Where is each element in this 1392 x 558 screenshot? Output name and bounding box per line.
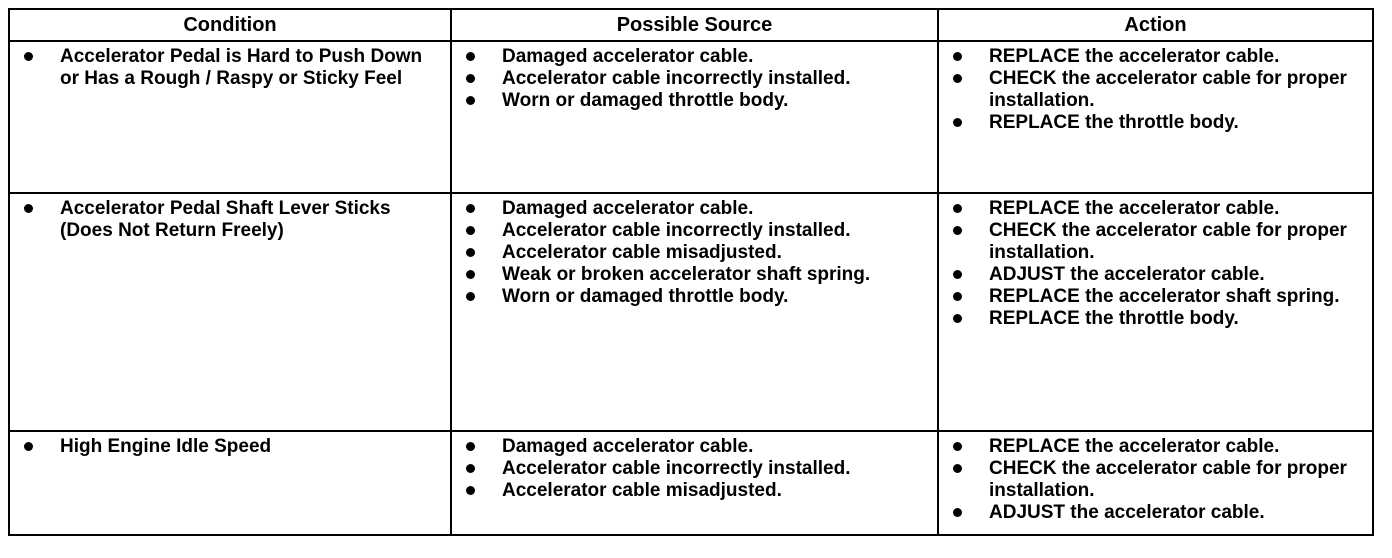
list-item	[462, 68, 929, 90]
bullet-icon	[953, 204, 962, 213]
source-list	[462, 436, 929, 502]
bullet-icon	[953, 226, 962, 235]
list-item	[462, 264, 929, 286]
list-item	[20, 198, 442, 242]
list-item	[462, 90, 929, 112]
condition-cell	[9, 193, 451, 431]
list-item	[20, 436, 442, 458]
possible-source-cell	[451, 193, 938, 431]
source-text: Weak or broken accelerator shaft spring.	[502, 264, 871, 285]
action-list	[949, 198, 1364, 330]
source-text: Accelerator cable incorrectly installed.	[502, 220, 851, 241]
bullet-icon	[466, 248, 475, 257]
action-text: REPLACE the accelerator cable.	[989, 436, 1280, 457]
action-text: ADJUST the accelerator cable.	[989, 264, 1265, 285]
list-item	[949, 308, 1364, 330]
source-text: Worn or damaged throttle body.	[502, 286, 789, 307]
source-list	[462, 198, 929, 308]
action-text: REPLACE the throttle body.	[989, 308, 1239, 329]
condition-text: Accelerator Pedal Shaft Lever Sticks (Does Not Return Freely)	[60, 198, 391, 241]
bullet-icon	[953, 118, 962, 127]
condition-text: High Engine Idle Speed	[60, 436, 272, 457]
source-text: Damaged accelerator cable.	[502, 46, 754, 67]
bullet-icon	[466, 204, 475, 213]
table-row	[9, 41, 1373, 193]
header-possible-source: Possible Source	[451, 9, 938, 41]
source-text: Damaged accelerator cable.	[502, 198, 754, 219]
bullet-icon	[953, 508, 962, 517]
source-text: Accelerator cable incorrectly installed.	[502, 68, 851, 89]
condition-list	[20, 198, 442, 242]
bullet-icon	[953, 464, 962, 473]
action-cell	[938, 431, 1373, 535]
action-cell	[938, 41, 1373, 193]
list-item	[462, 286, 929, 308]
list-item	[949, 458, 1364, 502]
bullet-icon	[466, 292, 475, 301]
list-item	[949, 502, 1364, 524]
bullet-icon	[466, 74, 475, 83]
bullet-icon	[466, 270, 475, 279]
list-item	[949, 198, 1364, 220]
bullet-icon	[953, 52, 962, 61]
bullet-icon	[466, 464, 475, 473]
source-list	[462, 46, 929, 112]
list-item	[949, 264, 1364, 286]
action-text: REPLACE the throttle body.	[989, 112, 1239, 133]
list-item	[949, 112, 1364, 134]
table-row	[9, 431, 1373, 535]
possible-source-cell	[451, 41, 938, 193]
list-item	[20, 46, 442, 90]
list-item	[949, 46, 1364, 68]
list-item	[462, 220, 929, 242]
header-action: Action	[938, 9, 1373, 41]
action-text: REPLACE the accelerator shaft spring.	[989, 286, 1340, 307]
condition-text: Accelerator Pedal is Hard to Push Down or Has a Rough / Raspy or Sticky Feel	[60, 46, 423, 89]
condition-cell	[9, 41, 451, 193]
source-text: Damaged accelerator cable.	[502, 436, 754, 457]
list-item	[949, 68, 1364, 112]
bullet-icon	[24, 204, 33, 213]
header-condition: Condition	[9, 9, 451, 41]
table-row	[9, 193, 1373, 431]
bullet-icon	[466, 442, 475, 451]
list-item	[462, 436, 929, 458]
condition-cell	[9, 431, 451, 535]
diagnosis-table-container	[8, 8, 1372, 536]
action-text: CHECK the accelerator cable for proper installation.	[989, 220, 1347, 263]
source-text: Accelerator cable misadjusted.	[502, 480, 782, 501]
list-item	[949, 436, 1364, 458]
possible-source-cell	[451, 431, 938, 535]
bullet-icon	[953, 314, 962, 323]
bullet-icon	[466, 486, 475, 495]
bullet-icon	[466, 96, 475, 105]
action-text: CHECK the accelerator cable for proper installation.	[989, 68, 1347, 111]
list-item	[462, 480, 929, 502]
bullet-icon	[24, 52, 33, 61]
bullet-icon	[953, 292, 962, 301]
action-list	[949, 436, 1364, 524]
source-text: Accelerator cable misadjusted.	[502, 242, 782, 263]
source-text: Worn or damaged throttle body.	[502, 90, 789, 111]
action-text: CHECK the accelerator cable for proper installation.	[989, 458, 1347, 501]
list-item	[462, 46, 929, 68]
action-text: REPLACE the accelerator cable.	[989, 198, 1280, 219]
action-text: REPLACE the accelerator cable.	[989, 46, 1280, 67]
list-item	[462, 458, 929, 480]
list-item	[462, 198, 929, 220]
bullet-icon	[953, 74, 962, 83]
bullet-icon	[466, 226, 475, 235]
action-text: ADJUST the accelerator cable.	[989, 502, 1265, 523]
bullet-icon	[953, 270, 962, 279]
list-item	[949, 286, 1364, 308]
list-item	[949, 220, 1364, 264]
action-list	[949, 46, 1364, 134]
list-item	[462, 242, 929, 264]
diagnosis-table	[8, 8, 1374, 536]
bullet-icon	[24, 442, 33, 451]
action-cell	[938, 193, 1373, 431]
header-row	[9, 9, 1373, 41]
bullet-icon	[953, 442, 962, 451]
condition-list	[20, 436, 442, 458]
bullet-icon	[466, 52, 475, 61]
condition-list	[20, 46, 442, 90]
source-text: Accelerator cable incorrectly installed.	[502, 458, 851, 479]
